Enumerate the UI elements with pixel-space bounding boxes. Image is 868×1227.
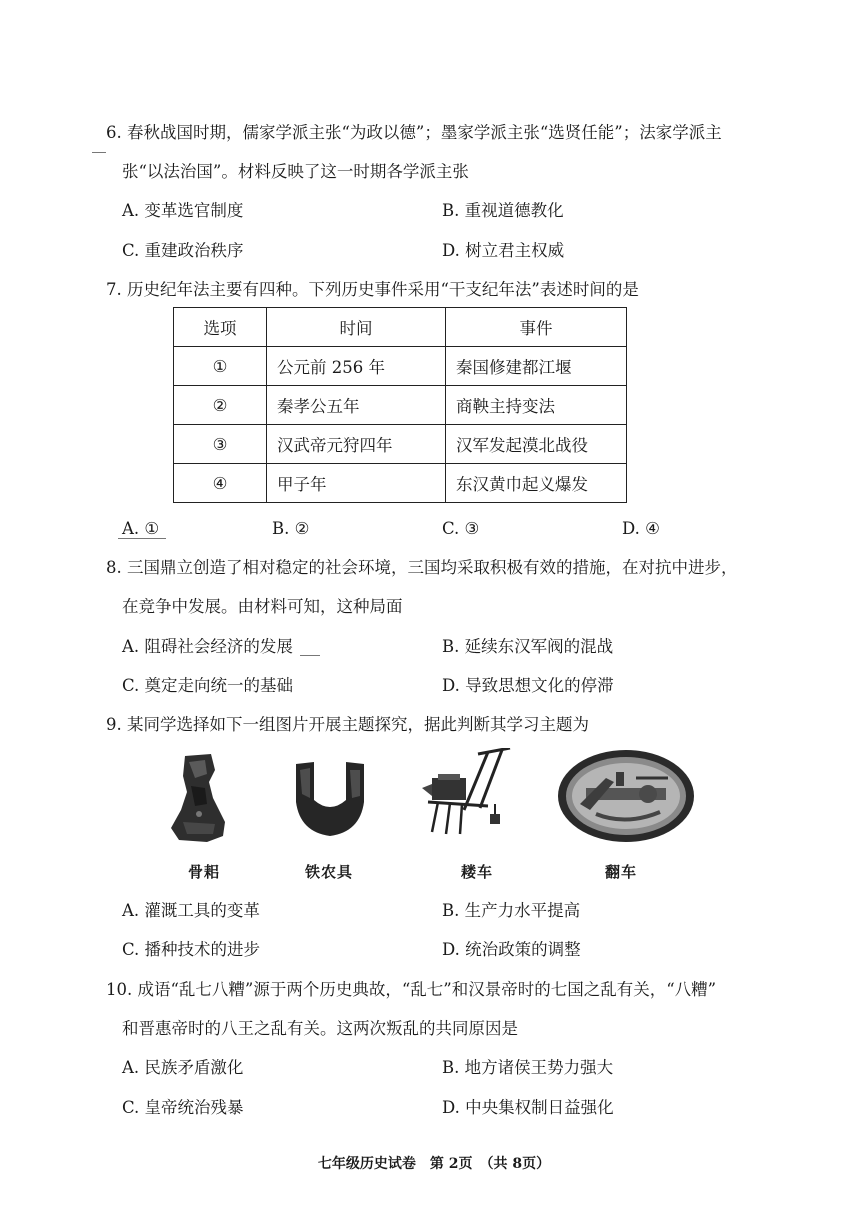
table-cell: ①	[174, 347, 267, 386]
table-cell: 秦孝公五年	[267, 386, 446, 425]
q9-option-a: A. 灌溉工具的变革	[122, 901, 260, 920]
table-cell: ③	[174, 425, 267, 464]
caption-seed-drill: 耧车	[461, 863, 494, 881]
q7-option-d: D. ④	[622, 519, 660, 538]
q6-option-c: C. 重建政治秩序	[122, 241, 244, 260]
table-header-cell: 选项	[174, 308, 267, 347]
table-row	[174, 347, 627, 386]
caption-bone-spade: 骨耜	[188, 863, 221, 881]
table-row	[174, 425, 627, 464]
table-cell: 汉武帝元狩四年	[267, 425, 446, 464]
table-header-cell: 事件	[446, 308, 627, 347]
q6-stem-line1: 6. 春秋战国时期，儒家学派主张“为政以德”；墨家学派主张“选贤任能”；法家学派主	[106, 123, 722, 142]
page-footer: 七年级历史试卷 第 2页 （共 8页）	[317, 1156, 551, 1172]
q10-option-c: C. 皇帝统治残暴	[122, 1098, 244, 1117]
table-cell: 公元前 256 年	[267, 347, 446, 386]
q7-table	[173, 307, 627, 503]
seed-drill-image	[418, 748, 518, 844]
q6-option-a: A. 变革选官制度	[122, 201, 244, 220]
q10-stem-line1: 10. 成语“乱七八糟”源于两个历史典故，“乱七”和汉景帝时的七国之乱有关，“八糟”	[106, 980, 717, 999]
table-cell: 秦国修建都江堰	[446, 347, 627, 386]
q9-option-d: D. 统治政策的调整	[442, 940, 581, 959]
table-cell: 商鞅主持变法	[446, 386, 627, 425]
table-cell: 汉军发起漠北战役	[446, 425, 627, 464]
q9-option-b: B. 生产力水平提高	[442, 901, 581, 920]
table-header-row	[174, 308, 627, 347]
q10-option-a: A. 民族矛盾激化	[122, 1058, 244, 1077]
q7-option-c: C. ③	[442, 519, 480, 538]
q8-option-c: C. 奠定走向统一的基础	[122, 676, 294, 695]
caption-water-wheel: 翻车	[605, 863, 638, 881]
q8-stem-line2: 在竞争中发展。由材料可知，这种局面	[122, 597, 403, 616]
table-cell: 甲子年	[267, 464, 446, 503]
q8-option-b: B. 延续东汉军阀的混战	[442, 637, 614, 656]
caption-iron-tool: 铁农具	[305, 863, 354, 881]
table-cell: 东汉黄巾起义爆发	[446, 464, 627, 503]
table-header-cell: 时间	[267, 308, 446, 347]
water-wheel-image	[556, 748, 696, 844]
q8-option-d: D. 导致思想文化的停滞	[442, 676, 614, 695]
q7-option-b: B. ②	[272, 519, 310, 538]
q7-option-a: A. ①	[122, 519, 160, 538]
bone-spade-image	[165, 752, 235, 844]
table-cell: ④	[174, 464, 267, 503]
scan-mark	[92, 152, 106, 153]
scan-mark	[300, 655, 320, 656]
q8-option-a: A. 阻碍社会经济的发展	[122, 637, 293, 656]
q9-stem: 9. 某同学选择如下一组图片开展主题探究，据此判断其学习主题为	[106, 715, 589, 734]
q6-option-d: D. 树立君主权威	[442, 241, 565, 260]
q10-option-d: D. 中央集权制日益强化	[442, 1098, 614, 1117]
table-cell: ②	[174, 386, 267, 425]
q10-stem-line2: 和晋惠帝时的八王之乱有关。这两次叛乱的共同原因是	[122, 1019, 518, 1038]
q7-stem: 7. 历史纪年法主要有四种。下列历史事件采用“干支纪年法”表述时间的是	[106, 280, 639, 299]
q6-option-b: B. 重视道德教化	[442, 201, 564, 220]
q8-stem-line1: 8. 三国鼎立创造了相对稳定的社会环境，三国均采取积极有效的措施，在对抗中进步，	[106, 558, 738, 577]
table-row	[174, 386, 627, 425]
q6-stem-line2: 张“以法治国”。材料反映了这一时期各学派主张	[122, 162, 469, 181]
q9-option-c: C. 播种技术的进步	[122, 940, 261, 959]
table-row	[174, 464, 627, 503]
scan-mark	[118, 538, 166, 539]
iron-tool-image	[290, 758, 370, 840]
q10-option-b: B. 地方诸侯王势力强大	[442, 1058, 614, 1077]
